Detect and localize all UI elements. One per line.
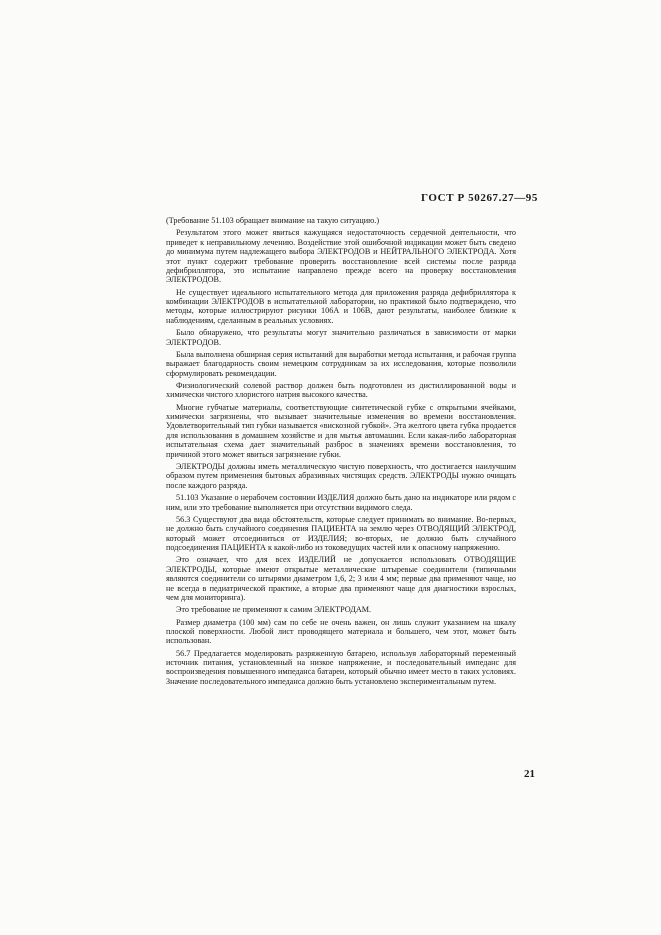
paragraph: Физиологический солевой раствор должен быть подготовлен из дистиллированной воды и химически чистого хлористого натрия высокого качества.	[166, 380, 516, 400]
body-text	[166, 216, 516, 689]
paragraph: 56.3 Существуют два вида обстоятельств, которые следует принимать во внимание. Во-первых, не должно быть случайного соединения ПАЦИЕНТА на землю через ОТВОДЯЩИЙ ЭЛЕКТРОД, который может отсоединиться от ИЗДЕЛИЯ; во-вторых, не должно быть случайного подсоединения ПАЦИЕНТА к какой-либо из токоведущих частей или к опасному напряжению.	[166, 514, 516, 553]
paragraph: Это означает, что для всех ИЗДЕЛИЙ не допускается использовать ОТВОДЯЩИЕ ЭЛЕКТРОДЫ, которые имеют открытые металлические штыревые соединители (типичными являются соединители со штырями диаметром 1,6, 2; 3 или 4 мм; первые два применяют чаще, но не всегда в педиатрической практике, а вторые два применяют чаще для диагностики взрослых, чем для мониторинга).	[166, 555, 516, 602]
paragraph: Результатом этого может явиться кажущаяся недостаточность сердечной деятельности, что приведет к неправильному лечению. Воздействие этой ошибочной индикации может быть сведено до минимума путем надлежащего выбора ЭЛЕКТРОДОВ и НЕЙТРАЛЬНОГО ЭЛЕКТРОДА. Хотя этот пункт содержит требование проверить восстановление всей системы после разряда дефибриллятора, это испытание направлено прежде всего на проверку восстановления ЭЛЕКТРОДОВ.	[166, 228, 516, 285]
paragraph: Была выполнена обширная серия испытаний для выработки метода испытания, и рабочая группа выражает благодарность своим немецким сотрудникам за их исследования, которые позволили сформулировать рекомендации.	[166, 349, 516, 378]
paragraph: Не существует идеального испытательного метода для приложения разряда дефибриллятора к комбинации ЭЛЕКТРОДОВ в испытательной лаборатории, но практикой было подтверждено, что методы, которые иллюстрируют рисунки 106А и 106В, дают результаты, наиболее близкие к наблюдениям, сделанным в реальных условиях.	[166, 287, 516, 325]
paragraph: (Требование 51.103 обращает внимание на такую ситуацию.)	[166, 216, 380, 225]
paragraph: Было обнаружено, что результаты могут значительно различаться в зависимости от марки ЭЛЕКТРОДОВ.	[166, 328, 516, 347]
paragraph: 51.103 Указание о нерабочем состоянии ИЗДЕЛИЯ должно быть дано на индикаторе или рядом с ним, или это требование выполняется при отсутствии видимого следа.	[166, 493, 516, 512]
page-number: 21	[524, 768, 535, 780]
paragraph: Многие губчатые материалы, соответствующие синтетической губке с открытыми ячейками, химически загрязнены, что вызывает значительные изменения во времени восстановления. Удовлетворительный тип губки называется «вискозной губкой». Эта желтого цвета губка продается для использования в домашнем хозяйстве и для мытья автомашин. Если какая-либо лабораторная испытательная схема дает значительный разброс в значениях времени восстановления, то причиной этого может явиться загрязнение губки.	[166, 402, 516, 459]
paragraph: 56.7 Предлагается моделировать разряженную батарею, используя лабораторный переменный источник питания, установленный на низкое напряжение, и последовательный импеданс для воспроизведения повышенного импеданса батареи, который обычно имеет место в таких условиях. Значение последовательного импеданса должно быть установлено экспериментальным путем.	[166, 648, 516, 686]
paragraph: ЭЛЕКТРОДЫ должны иметь металлическую чистую поверхность, что достигается наилучшим образом путем применения бытовых абразивных чистящих средств. ЭЛЕКТРОДЫ нужно очищать после каждого разряда.	[166, 461, 516, 490]
paragraph: Размер диаметра (100 мм) сам по себе не очень важен, он лишь служит указанием на шкалу плоской поверхности. Любой лист проводящего материала и большего, чем этот, может быть использован.	[166, 617, 516, 646]
paragraph: Это требование не применяют к самим ЭЛЕКТРОДАМ.	[176, 605, 372, 615]
standard-header: ГОСТ Р 50267.27—95	[421, 192, 538, 204]
